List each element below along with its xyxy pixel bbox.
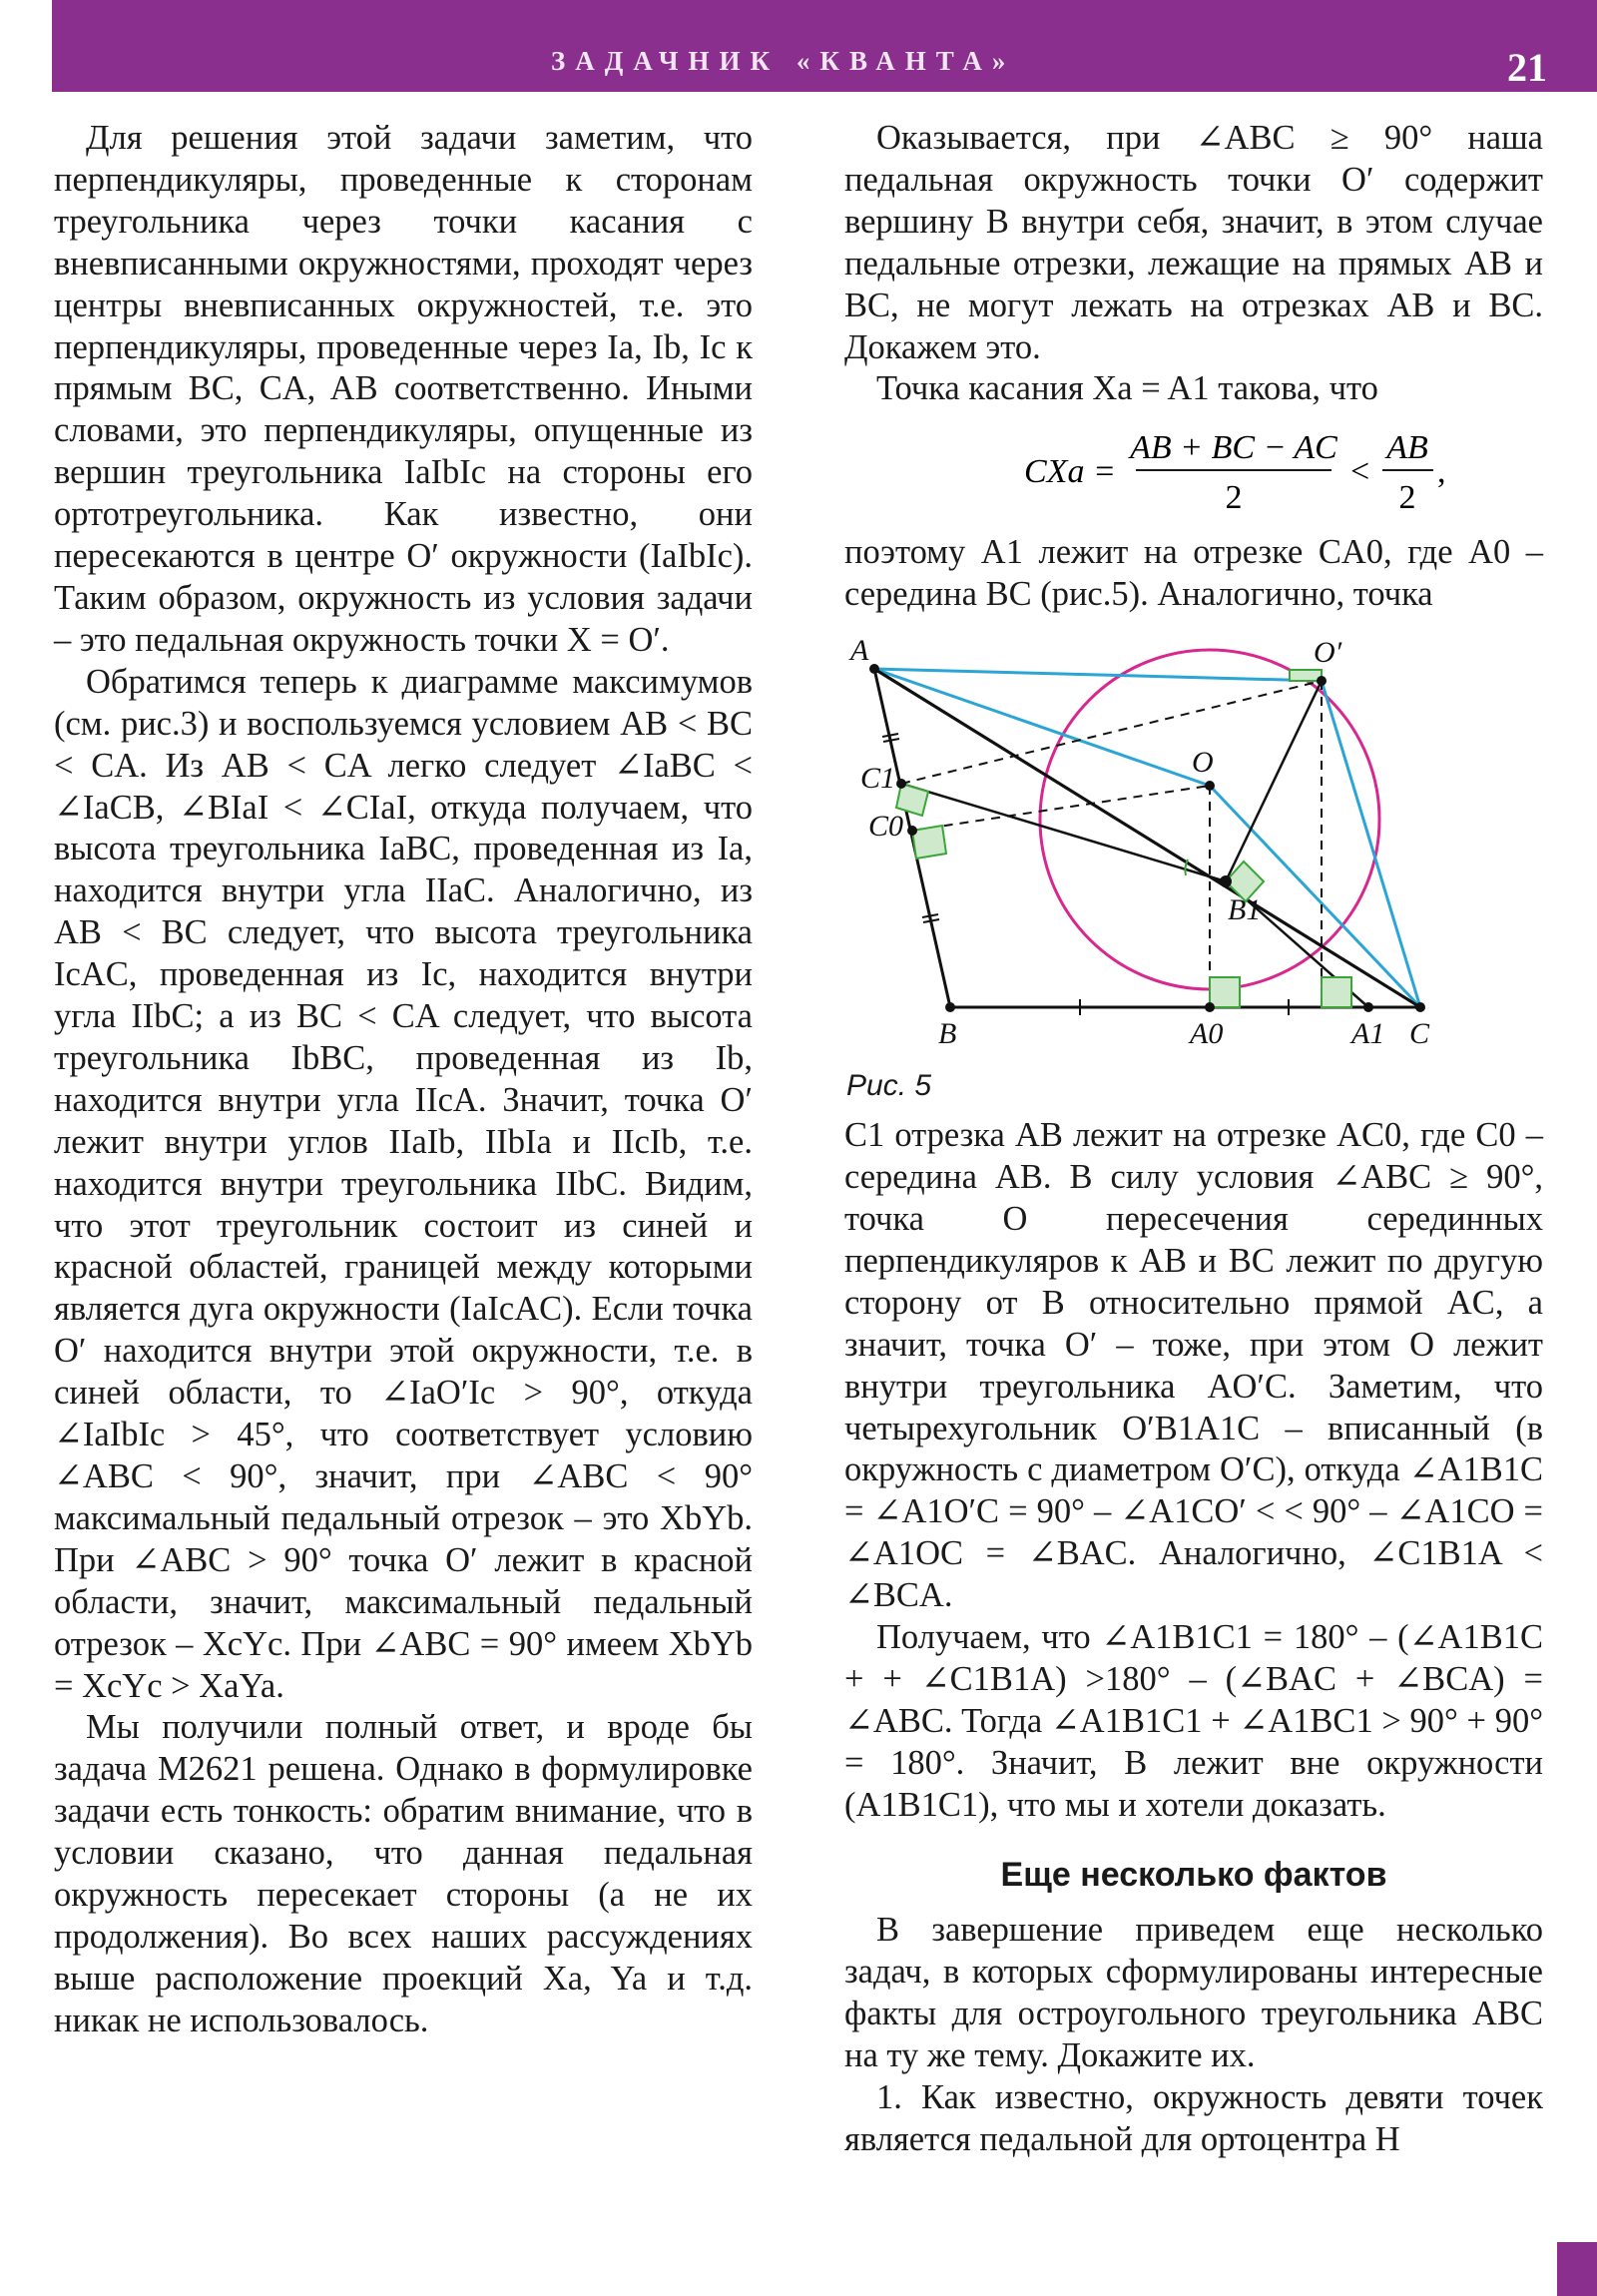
formula-relation: < [1350,453,1370,491]
figure-5 [844,626,1563,1115]
segment-AC [874,669,1420,1007]
point-C1 [896,779,906,789]
point-A1 [1363,1002,1373,1012]
label-C0: C0 [868,810,904,844]
point-A0 [1205,1002,1215,1012]
dashed-C0O [912,786,1210,831]
point-Oprime [1317,676,1327,686]
left-column [54,118,753,2042]
page-header [52,0,1597,92]
paragraph: Оказывается, при ∠ABC ≥ 90° наша педальная окружность точки O′ содержит вершину B внутри себя, значит, в этом случае педальные отрезки, лежащие на прямых AB и BC, не могут лежать на отрезках AB и BC. Докажем это. [844,119,1543,366]
section-heading: Еще несколько фактов [1000,1855,1387,1894]
running-title: ЗАДАЧНИК «КВАНТА» [551,46,1016,76]
formula-tail: , [1437,453,1446,491]
point-C0 [907,826,917,836]
label-O: O [1192,746,1214,780]
label-B1: B1 [1228,893,1262,927]
formula-numerator-2: AB [1386,429,1428,467]
formula-denominator-1: 2 [1225,479,1243,517]
point-C [1415,1002,1425,1012]
segment-AOprime [874,669,1322,681]
paragraph: поэтому A1 лежит на отрезке CA0, где A0 – середина BC (рис.5). Аналогично, точка [844,533,1543,614]
right-angle-mark [1210,977,1240,1007]
right-angle-mark [1322,977,1351,1007]
segment-OprimeC [1322,681,1420,1007]
label-A1: A1 [1351,1017,1385,1051]
paragraph: Обратимся теперь к диаграмме максимумов (см. рис.3) и воспользуемся условием AB < BC < CA. Из AB < CA легко следует ∠IaBC < ∠IaCB, ∠BIaI < ∠CIaI, откуда получаем, что высота треугольника IaBC, проведенная из Ia, находится внутри угла IIaC. Аналогично, из AB < BC следует, что высота треугольника IcAC, проведенная из Ic, находится внутри угла IIbC; а из BC < CA следует, что высота треугольника IbBC, проведенная из Ib, находится внутри угла IIcA. Значит, точка O′ лежит внутри углов IIaIb, IIbIa и IIcIb, т.е. находится внутри треугольника IIbC. Видим, что этот треугольник состоит из синей и красной областей, границей между которыми является дуга окружности (IaIcAC). Если точка O′ находится внутри этой окружности, т.е. в синей области, то ∠IaO′Ic > 90°, откуда ∠IaIbIc > 45°, что соответствует условию ∠ABC < 90°, значит, при ∠ABC < 90° максимальный педальный отрезок – это XbYb. При ∠ABC > 90° точка O′ лежит в красной области, значит, максимальный педальный отрезок – XcYc. При ∠ABC = 90° имеем XbYb = XcYc > XaYa. [54,662,753,1705]
formula-lhs: CXa = [1024,453,1116,491]
label-Oprime: O′ [1314,636,1342,670]
page-corner-mark [1557,2242,1597,2296]
paragraph: Для решения этой задачи заметим, что перпендикуляры, проведенные к сторонам треугольника через точки касания с вневписанными окружностями, проходят через центры вневписанных окружностей, т.е. это перпендикуляры, проведенные через Ia, Ib, Ic к прямым BC, CA, AB соответственно. Иными словами, это перпендикуляры, опущенные из вершин треугольника IaIbIc на стороны его ортотреугольника. Как известно, они пересекаются в центре O′ окружности (IaIbIc). Таким образом, окружность из условия задачи – это педальная окружность точки X = O′. [54,119,753,659]
label-C1: C1 [860,762,896,796]
paragraph: Получаем, что ∠A1B1C1 = 180° – (∠A1B1C + + ∠C1B1A) >180° – (∠BAC + ∠BCA) = ∠ABC. Тогда ∠A1B1C1 + ∠A1BC1 > 90° + 90° = 180°. Значит, B лежит вне окружности (A1B1C1), что мы и хотели доказать. [844,1618,1543,1824]
segment-AO [874,669,1210,786]
point-B [945,1002,955,1012]
paragraph: 1. Как известно, окружность девяти точек является педальной для ортоцентра H [844,2078,1543,2158]
right-angle-mark [1290,670,1322,681]
geometry-diagram [844,626,1563,1065]
paragraph: Мы получили полный ответ, и вроде бы задача М2621 решена. Однако в формулировке задачи есть тонкость: обратим внимание, что в условии сказано, что данная педальная окружность пересекает стороны (а не их продолжения). Во всех наших рассуждениях выше расположение проекций Xa, Ya и т.д. никак не использовалось. [54,1708,753,2039]
right-angle-mark [912,826,946,859]
right-angle-marks [896,670,1351,1007]
point-B1 [1220,875,1232,887]
page-number: 21 [1507,45,1547,90]
point-O [1205,781,1215,791]
figure-caption: Рис. 5 [846,1069,932,1103]
label-A0: A0 [1190,1017,1224,1051]
right-column [844,118,1543,2161]
label-C: C [1409,1017,1430,1051]
formula-denominator-2: 2 [1398,479,1416,517]
point-A [869,664,879,674]
paragraph: В завершение приведем еще несколько задач, в которых сформулированы интересные факты для остроугольного треугольника ABC на ту же тему. Докажите их. [844,1911,1543,2075]
display-formula [844,424,1543,516]
label-B: B [938,1017,957,1051]
formula-numerator-1: AB + BC − AC [1130,429,1337,467]
dashed-C1Oprime [901,681,1322,784]
segment-C1B1 [901,784,1226,881]
label-A: A [850,634,869,668]
paragraph: Точка касания Xa = A1 такова, что [876,369,1378,408]
paragraph: C1 отрезка AB лежит на отрезке AC0, где C0 – середина AB. В силу условия ∠ABC ≥ 90°, точка O пересечения серединных перпендикуляров к AB и BC лежит по другую сторону от B относительно прямой AC, а значит, точка O′ – тоже, при этом O лежит внутри треугольника AO′C. Заметим, что четырехугольник O′B1A1C – вписанный (в окружность с диаметром O′C), откуда ∠A1B1C = ∠A1O′C = 90° – ∠A1CO′ < < 90° – ∠A1CO = ∠A1OC = ∠BAC. Аналогично, ∠C1B1A < ∠BCA. [844,1116,1543,1615]
